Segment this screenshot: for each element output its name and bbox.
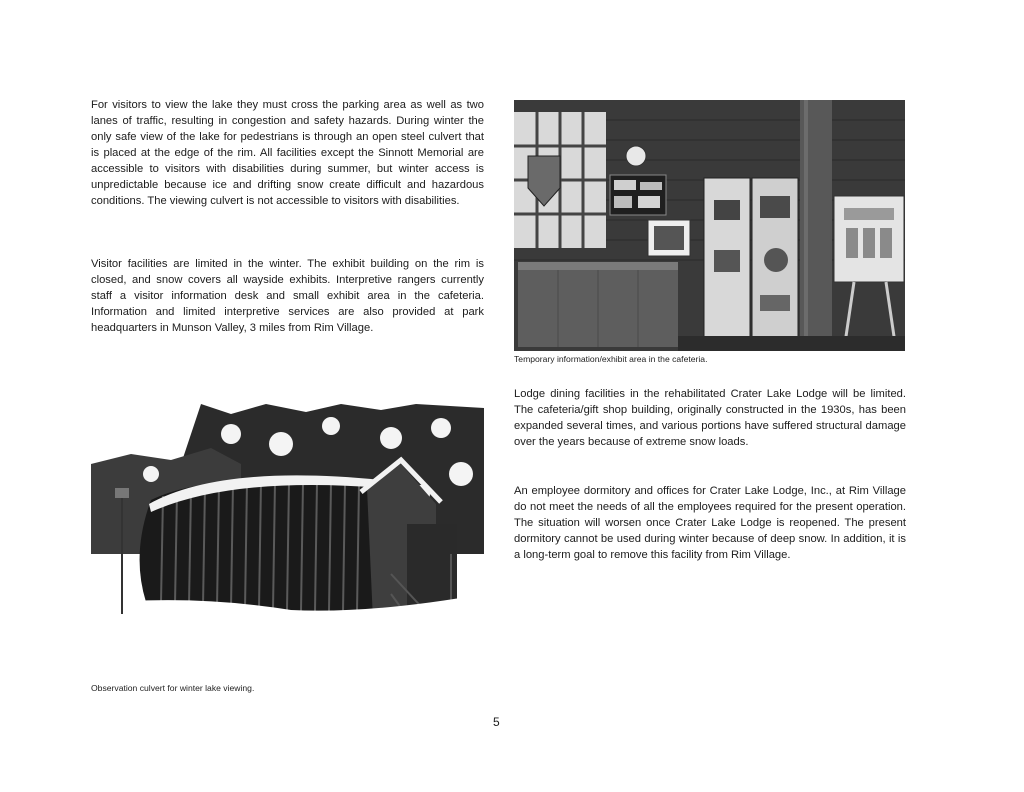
cafeteria-exhibit-photo <box>514 100 905 351</box>
right-paragraph-1: Lodge dining facilities in the rehabilitated Crater Lake Lodge will be limited. The cafeteria/gift shop building, originally constructed in the 1930s, has been expanded several times, and various portions have suffered structural damage over the years because of extreme snow loads. <box>514 388 906 448</box>
page-number: 5 <box>493 715 500 729</box>
right-paragraph-2: An employee dormitory and offices for Crater Lake Lodge, Inc., at Rim Village do not meet the needs of all the employees required for the present operation. The situation will worsen once Crater Lake Lodge is reopened. The present dormitory cannot be used during winter because of deep snow. In addition, it is a long-term goal to remove this facility from Rim Village. <box>514 485 906 561</box>
cafeteria-photo-caption: Temporary information/exhibit area in the cafeteria. <box>514 354 708 364</box>
left-paragraph-2: Visitor facilities are limited in the winter. The exhibit building on the rim is closed, and snow covers all wayside exhibits. Interpretive rangers currently staff a visitor information desk and small exhibit area in the cafeteria. Information and limited interpretive services are also provided at park headquarters in Munson Valley, 3 miles from Rim Village. <box>91 258 484 334</box>
culvert-photo-caption: Observation culvert for winter lake viewing. <box>91 683 255 693</box>
left-paragraph-1: For visitors to view the lake they must cross the parking area as well as two lanes of traffic, resulting in congestion and safety hazards. During winter the only safe view of the lake for pedestrians is through an open steel culvert that is placed at the edge of the rim. All facilities except the Sinnott Memorial are accessible to visitors with disabilities during summer, but winter access is unpredictable because ice and drifting snow create difficult and hazardous conditions. The viewing culvert is not accessible to visitors with disabilities. <box>91 99 484 207</box>
observation-culvert-photo <box>91 404 484 656</box>
